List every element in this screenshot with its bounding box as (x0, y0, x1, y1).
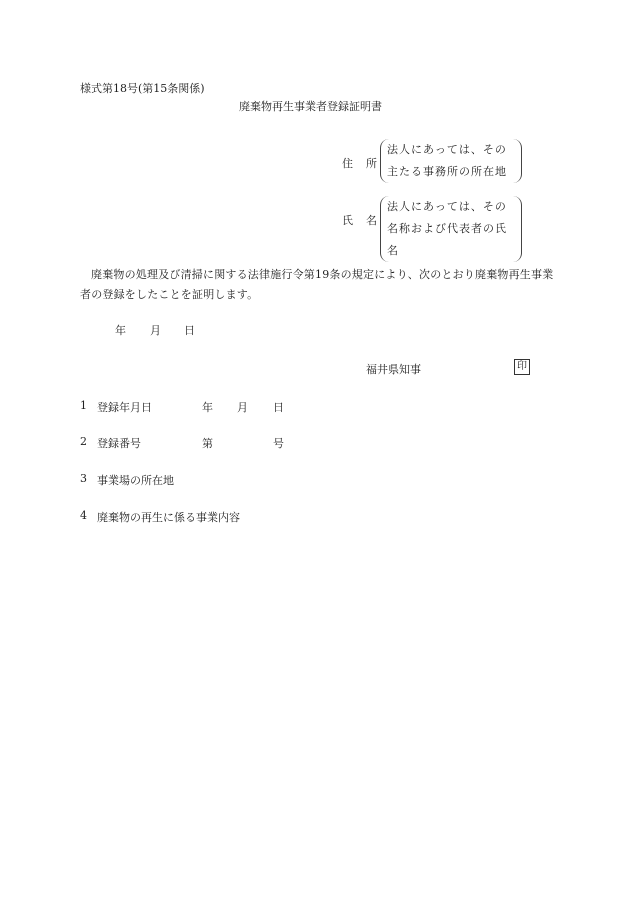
name-label: 氏 名 (342, 214, 378, 227)
date-day: 日 (184, 324, 195, 337)
date-month: 月 (150, 324, 161, 337)
item-month: 月 (237, 401, 248, 414)
certification-text: 廃棄物の処理及び清掃に関する法律施行令第19条の規定により、次のとおり廃棄物再生事業者の登録をしたことを証明します。 (80, 268, 554, 301)
item-label-registration-date: 登録年月日 (97, 401, 152, 414)
address-note (380, 139, 522, 183)
item-number: 1 (80, 399, 87, 412)
item-label-registration-number: 登録番号 (97, 437, 141, 450)
document-title: 廃棄物再生事業者登録証明書 (239, 100, 382, 113)
name-note-line1: 法人にあっては、その (387, 200, 507, 213)
name-note (380, 196, 522, 262)
address-note-line1: 法人にあっては、その (387, 143, 507, 156)
name-note-line2: 名称および代表者の氏名 (387, 222, 507, 257)
item-label-business-location: 事業場の所在地 (97, 474, 174, 487)
item-number: 2 (80, 435, 87, 448)
item-number-prefix: 第 (202, 437, 213, 450)
item-number-suffix: 号 (273, 437, 284, 450)
item-year: 年 (202, 401, 213, 414)
item-day: 日 (273, 401, 284, 414)
form-label: 様式第18号(第15条関係) (80, 82, 205, 95)
seal-mark: 印 (514, 359, 530, 375)
item-number: 3 (80, 472, 87, 485)
date-year: 年 (115, 324, 126, 337)
issuer: 福井県知事 (366, 363, 421, 376)
item-label-business-content: 廃棄物の再生に係る事業内容 (97, 511, 240, 524)
item-number: 4 (80, 509, 87, 522)
address-note-line2: 主たる事務所の所在地 (387, 165, 507, 178)
address-label: 住 所 (342, 157, 378, 170)
